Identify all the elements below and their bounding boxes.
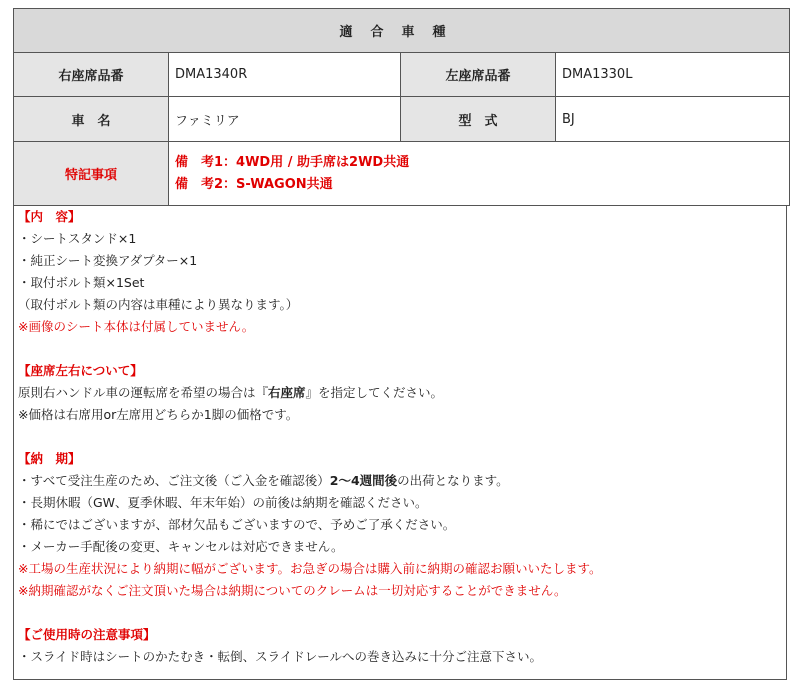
left-seat-value: DMA1330L (556, 53, 790, 97)
delivery-line: ・メーカー手配後の変更、キャンセルは対応できません。 (18, 539, 344, 554)
delivery-bold: 2〜4週間後 (329, 473, 398, 488)
note-2: 備 考2：S-WAGON共通 (175, 176, 333, 192)
product-spec-sheet (13, 8, 789, 680)
car-name-label: 車 名 (14, 97, 169, 142)
right-seat-label: 右座席品番 (14, 53, 169, 97)
contents-warning: ※画像のシート本体は付属していません。 (18, 319, 255, 334)
delivery-warning: ※納期確認がなくご注文頂いた場合は納期についてのクレームは一切対応することができません。 (18, 583, 567, 598)
seat-side-bold: 右座席 (268, 385, 306, 400)
seat-side-line: ※価格は右席用or左席用どちらか1脚の価格です。 (18, 407, 299, 422)
left-seat-label: 左座席品番 (401, 53, 556, 97)
contents-line: （取付ボルト類の内容は車種により異なります。） (18, 297, 299, 312)
usage-line: ・スライド時はシートのかたむき・転倒、スライドレールへの巻き込みに十分ご注意下さい。 (18, 649, 543, 664)
delivery-warning: ※工場の生産状況により納期に幅がございます。お急ぎの場合は購入前に納期の確認お願いいたします。 (18, 561, 602, 576)
delivery-line: ・長期休暇（GW、夏季休暇、年末年始）の前後は納期を確認ください。 (18, 495, 428, 510)
compatibility-table (13, 8, 790, 206)
note-1: 備 考1：4WD用 / 助手席は2WD共通 (175, 154, 410, 170)
right-seat-value: DMA1340R (169, 53, 401, 97)
description-box (13, 206, 787, 680)
section-heading-delivery: 【納 期】 (18, 451, 81, 466)
contents-line: ・シートスタンド×1 (18, 231, 137, 246)
delivery-text-end: の出荷となります。 (397, 473, 509, 488)
delivery-text: ・すべて受注生産のため、ご注文後（ご入金を確認後） (18, 473, 330, 488)
type-value: BJ (556, 97, 790, 142)
seat-side-text-end: 』を指定してください。 (305, 385, 444, 400)
delivery-line: ・稀にではございますが、部材欠品もございますので、予めご了承ください。 (18, 517, 456, 532)
contents-line: ・取付ボルト類×1Set (18, 275, 145, 290)
contents-line: ・純正シート変換アダプター×1 (18, 253, 198, 268)
car-name-value: ファミリア (169, 97, 401, 142)
special-notes-label: 特記事項 (14, 142, 169, 206)
special-notes (169, 142, 790, 206)
type-label: 型 式 (401, 97, 556, 142)
section-heading-usage: 【ご使用時の注意事項】 (18, 627, 156, 642)
seat-side-text: 原則右ハンドル車の運転席を希望の場合は『 (18, 385, 269, 400)
seat-side-line (18, 382, 786, 404)
section-heading-contents: 【内 容】 (18, 209, 81, 224)
section-heading-seat-side: 【座席左右について】 (18, 363, 143, 378)
table-title: 適合車種 (14, 9, 790, 53)
delivery-line (18, 470, 786, 492)
